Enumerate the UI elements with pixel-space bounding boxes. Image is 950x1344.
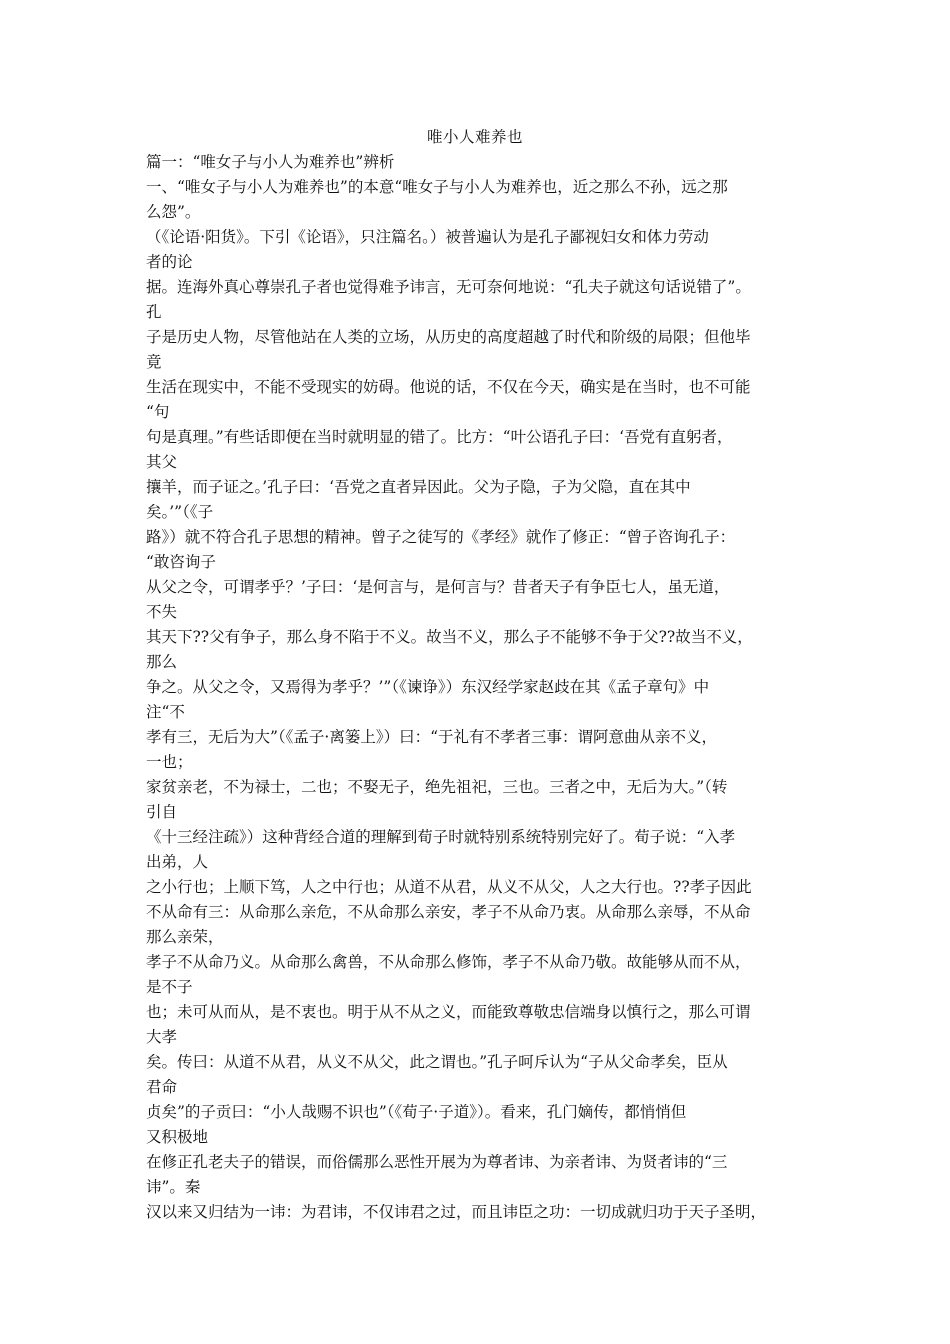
text-line: 一也； [146,753,193,771]
text-line: 《十三经注疏》）这种背经合道的理解到荀子时就特别系统特别完好了。荀子说：“入孝 [146,828,736,846]
text-line: 么怨”。 [146,203,201,221]
text-line: 据。连海外真心尊崇孔子者也觉得难予讳言，无可奈何地说：“孔夫子就这句话说错了”。 [146,278,751,296]
text-line: 在修正孔老夫子的错误，而俗儒那么恶性开展为为尊者讳、为亲者讳、为贤者讳的“三 [146,1153,728,1171]
text-line: 篇一：“唯女子与小人为难养也”辨析 [146,153,395,171]
text-line: 竟 [146,353,162,371]
text-line: 其父 [146,453,178,471]
text-line: 又积极地 [146,1128,209,1146]
text-line: 孝子不从命乃义。从命那么禽兽，不从命那么修饰，孝子不从命乃敬。故能够从而不从， [146,953,751,971]
text-line: “敢咨询子 [146,553,216,571]
text-line: 孔 [146,303,162,321]
text-line: 一、“唯女子与小人为难养也”的本意“唯女子与小人为难养也，近之那么不孙，远之那 [146,178,728,196]
text-line: 矣。’”（《子 [146,503,214,521]
text-line: 家贫亲老，不为禄士，二也；不娶无子，绝先祖祀，三也。三者之中，无后为大。”（转 [146,778,728,796]
text-line: 贞矣”的子贡曰：“小人哉赐不识也”（《荀子·子道》）。看来，孔门嫡传，都悄悄但 [146,1103,687,1121]
text-line: 生活在现实中，不能不受现实的妨碍。他说的话，不仅在今天，确实是在当时，也不可能 [146,378,751,396]
text-line: 孝有三，无后为大”（《孟子·离篓上》）曰：“于礼有不孝者三事：谓阿意曲从亲不义， [146,728,718,746]
text-line: 讳”。秦 [146,1178,201,1196]
text-line: 注“不 [146,703,185,721]
text-line: 攘羊，而子证之。’孔子曰：‘吾党之直者异因此。父为子隐，子为父隐，直在其中 [146,478,691,496]
text-line: 大孝 [146,1028,178,1046]
text-line: 不失 [146,603,178,621]
text-line: 不从命有三：从命那么亲危，不从命那么亲安，孝子不从命乃衷。从命那么亲辱，不从命 [146,903,751,921]
text-line: 路》）就不符合孔子思想的精神。曾子之徒写的《孝经》就作了修正：“曾子咨询孔子： [146,528,736,546]
text-line: 那么亲荣， [146,928,224,946]
text-line: （《论语·阳货》。下引《论语》，只注篇名。）被普遍认为是孔子鄙视妇女和体力劳动 [146,228,709,246]
text-line: 之小行也；上顺下笃，人之中行也；从道不从君，从义不从父，人之大行也。??孝子因此 [146,878,752,896]
text-line: 子是历史人物，尽管他站在人类的立场，从历史的高度超越了时代和阶级的局限；但他毕 [146,328,751,346]
text-line: 君命 [146,1078,178,1096]
text-line: 其天下??父有争子，那么身不陷于不义。故当不义，那么子不能够不争于父??故当不义， [146,628,753,646]
text-line: 矣。传曰：从道不从君，从义不从父，此之谓也。”孔子呵斥认为“子从父命孝矣，臣从 [146,1053,728,1071]
text-line: 争之。从父之令，又焉得为孝乎？’”（《谏诤》）东汉经学家赵歧在其《孟子章句》中 [146,678,710,696]
text-line: 句是真理。”有些话即便在当时就明显的错了。比方：“叶公语孔子曰：‘吾党有直躬者， [146,428,733,446]
text-line: 那么 [146,653,178,671]
text-line: 出弟，人 [146,853,209,871]
document-body [146,150,814,1225]
text-line: 汉以来又归结为一讳：为君讳，不仅讳君之过，而且讳臣之功：一切成就归功于天子圣明， [146,1203,767,1221]
document-title: 唯小人难养也 [426,128,523,146]
text-line: 者的论 [146,253,193,271]
text-line: “句 [146,403,170,421]
text-line: 是不子 [146,978,193,996]
text-line: 从父之令，可谓孝乎？’子曰：‘是何言与，是何言与？昔者天子有争臣七人，虽无道， [146,578,730,596]
text-line: 也；未可从而从，是不衷也。明于从不从之义，而能致尊敬忠信端身以慎行之，那么可谓 [146,1003,751,1021]
text-line: 引自 [146,803,178,821]
